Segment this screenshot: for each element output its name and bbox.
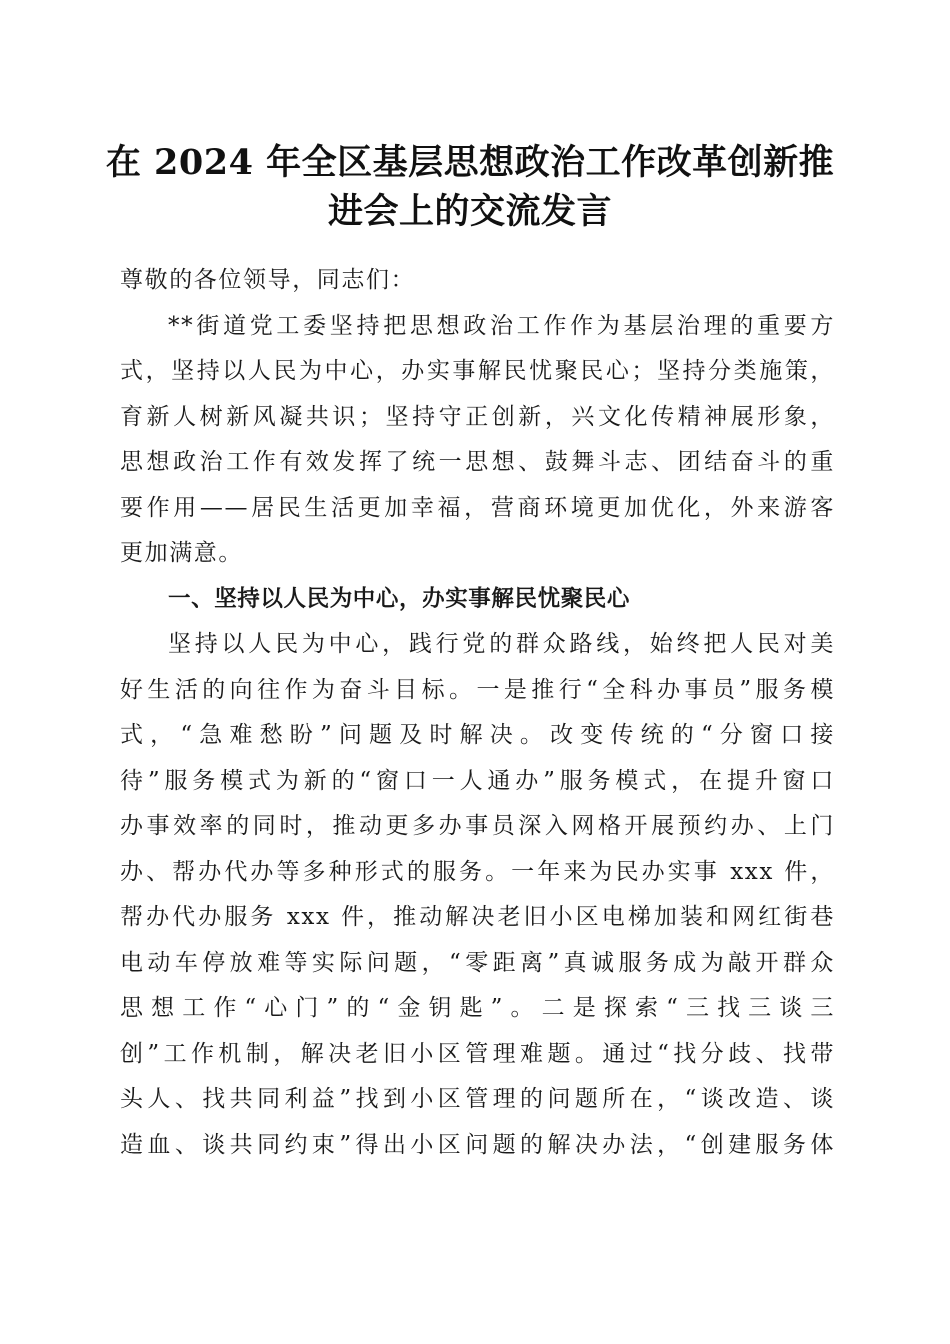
paragraph-line: 电动车停放难等实际问题，“零距离”真诚服务成为敲开群众 [120, 949, 835, 976]
paragraph-line: **街道党工委坚持把思想政治工作作为基层治理的重要方 [168, 312, 835, 339]
paragraph-line: 育新人树新风凝共识；坚持守正创新，兴文化传精神展形象， [120, 403, 835, 430]
paragraph-line: 待”服务模式为新的“窗口一人通办”服务模式，在提升窗口 [120, 767, 835, 794]
paragraph-line: 更加满意。 [120, 540, 243, 566]
paragraph-line: 好生活的向往作为奋斗目标。一是推行“全科办事员”服务模 [120, 676, 835, 703]
paragraph-line: 办事效率的同时，推动更多办事员深入网格开展预约办、上门 [120, 813, 835, 839]
document-body [120, 258, 835, 1168]
title-line-1: 在 2024 年全区基层思想政治工作改革创新推 [105, 142, 835, 183]
paragraph-line: 思想工作“心门”的“金钥匙”。二是探索“三找三谈三 [120, 995, 835, 1021]
paragraph-line: 式，“急难愁盼”问题及时解决。改变传统的“分窗口接 [120, 722, 835, 748]
paragraph-line: 式，坚持以人民为中心，办实事解民忧聚民心；坚持分类施策， [120, 358, 835, 384]
paragraph-line: 创”工作机制，解决老旧小区管理难题。通过“找分歧、找带 [120, 1040, 835, 1067]
salutation: 尊敬的各位领导，同志们： [120, 267, 416, 293]
title-line-2: 进会上的交流发言 [327, 191, 612, 232]
section-heading: 一、坚持以人民为中心，办实事解民忧聚民心 [168, 585, 631, 612]
paragraph-line: 造血、谈共同约束”得出小区问题的解决办法，“创建服务体 [120, 1131, 835, 1158]
paragraph-line: 头人、找共同利益”找到小区管理的问题所在，“谈改造、谈 [120, 1086, 835, 1112]
paragraph-line: 思想政治工作有效发挥了统一思想、鼓舞斗志、团结奋斗的重 [120, 449, 835, 475]
paragraph-line: 帮办代办服务 xxx 件，推动解决老旧小区电梯加装和网红街巷 [120, 904, 835, 930]
paragraph-line: 坚持以人民为中心，践行党的群众路线，始终把人民对美 [168, 631, 835, 657]
document-title [100, 138, 840, 236]
paragraph-line: 办、帮办代办等多种形式的服务。一年来为民办实事 xxx 件， [120, 858, 835, 885]
paragraph-line: 要作用——居民生活更加幸福，营商环境更加优化，外来游客 [120, 494, 835, 521]
